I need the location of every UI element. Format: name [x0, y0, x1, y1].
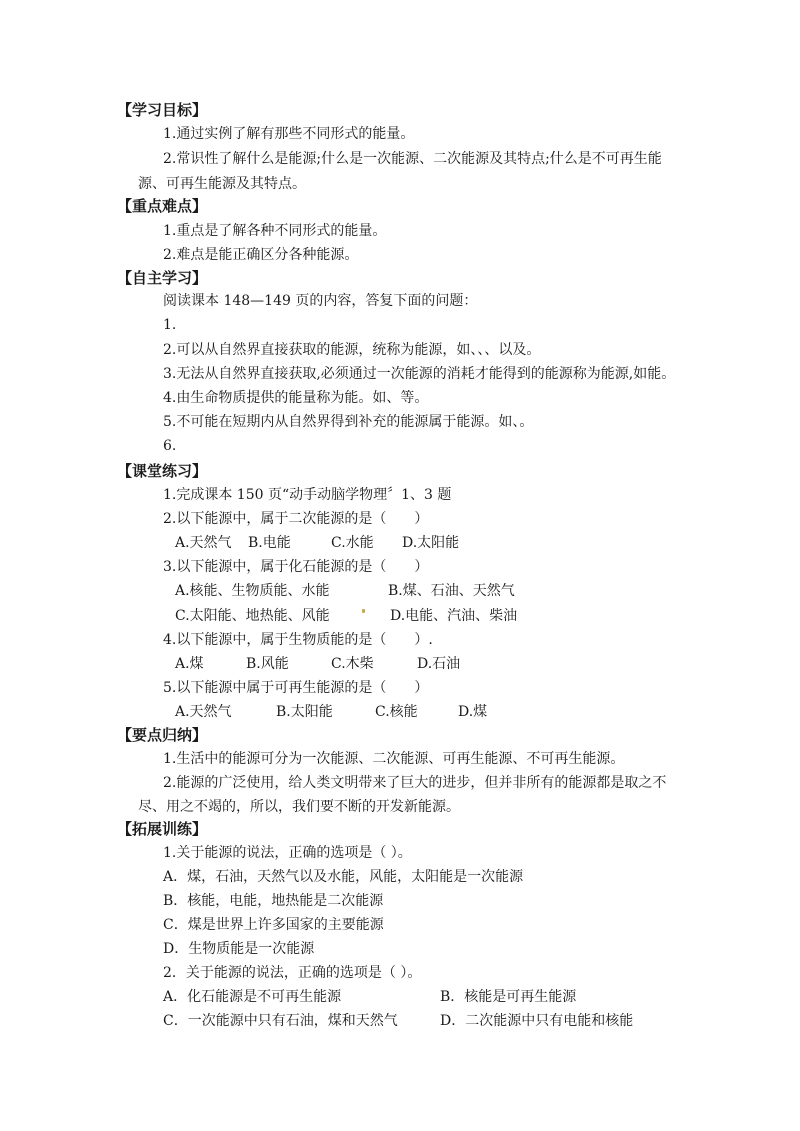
goal-line-2: 2.常识性了解什么是能源;什么是一次能源、二次能源及其特点;什么是不可再生能: [163, 151, 662, 167]
stray-mark: [362, 609, 365, 613]
extension-q2: 2．关于能源的说法，正确的选项是（ ）。: [163, 965, 422, 981]
extension-q1-option-d: D．生物质能是一次能源: [163, 941, 315, 957]
practice-q5-option-a: A.天然气: [175, 704, 232, 720]
self-study-item-4: 4.由生命物质提供的能量称为能。如、等。: [163, 390, 429, 406]
self-study-item-1: 1.: [163, 317, 177, 333]
practice-q3-option-d: D.电能、汽油、柴油: [390, 608, 518, 624]
extension-q1-option-a: A．煤，石油，天然气以及水能，风能，太阳能是一次能源: [163, 869, 524, 885]
extension-q1-option-c: C．煤是世界上许多国家的主要能源: [163, 917, 384, 933]
practice-q5-option-b: B.太阳能: [276, 704, 333, 720]
self-study-item-5: 5.不可能在短期内从自然界得到补充的能源属于能源。如、。: [163, 414, 534, 430]
practice-q3: 3.以下能源中，属于化石能源的是（ ）: [163, 559, 429, 575]
self-study-intro: 阅读课本 148—149 页的内容，答复下面的问题：: [163, 293, 478, 309]
goal-line-3: 源、可再生能源及其特点。: [138, 176, 306, 192]
practice-q3-option-a: A.核能、生物质能、水能: [175, 583, 330, 599]
practice-q5: 5.以下能源中属于可再生能源的是（ ）: [163, 680, 429, 696]
section-heading-class-practice: 【课堂练习】: [117, 462, 208, 480]
goal-line-1: 1.通过实例了解有那些不同形式的能量。: [163, 126, 415, 142]
practice-q5-option-d: D.煤: [458, 704, 488, 720]
key-point-line-2: 2.难点是能正确区分各种能源。: [163, 247, 359, 263]
section-heading-key-points: 【重点难点】: [117, 197, 208, 215]
practice-q4-option-d: D.石油: [417, 656, 461, 672]
practice-q2-option-b: B.电能: [248, 535, 291, 551]
summary-line-3: 尽、用之不竭的，所以，我们要不断的开发新能源。: [138, 799, 460, 815]
section-heading-self-study: 【自主学习】: [117, 269, 208, 287]
practice-q1: 1.完成课本 150 页“动手动脑学物理〞1、3 题: [163, 487, 452, 503]
practice-q3-option-c: C.太阳能、地热能、风能: [175, 608, 330, 624]
extension-q1: 1.关于能源的说法，正确的选项是（ ）。: [163, 845, 412, 861]
self-study-item-2: 2.可以从自然界直接获取的能源，统称为能源，如、、、以及。: [163, 342, 541, 358]
extension-q1-option-b: B．核能，电能，地热能是二次能源: [163, 893, 384, 909]
extension-q2-option-a: A．化石能源是不可再生能源: [163, 989, 342, 1005]
summary-line-1: 1.生活中的能源可分为一次能源、二次能源、可再生能源、不可再生能源。: [163, 751, 625, 767]
practice-q4-option-c: C.木柴: [331, 656, 374, 672]
practice-q2-option-a: A.天然气: [175, 535, 232, 551]
extension-q2-option-b: B．核能是可再生能源: [440, 989, 577, 1005]
practice-q4: 4.以下能源中，属于生物质能的是（ ）.: [163, 632, 433, 648]
summary-line-2: 2.能源的广泛使用，给人类文明带来了巨大的进步，但并非所有的能源都是取之不: [163, 775, 667, 791]
extension-q2-option-d: D．二次能源中只有电能和核能: [440, 1013, 634, 1029]
self-study-item-6: 6.: [163, 438, 177, 454]
key-point-line-1: 1.重点是了解各种不同形式的能量。: [163, 223, 387, 239]
practice-q4-option-b: B.风能: [246, 656, 289, 672]
section-heading-extension: 【拓展训练】: [117, 820, 208, 838]
practice-q2: 2.以下能源中，属于二次能源的是（ ）: [163, 511, 429, 527]
practice-q4-option-a: A.煤: [175, 656, 204, 672]
extension-q2-option-c: C．一次能源中只有石油，煤和天然气: [163, 1013, 398, 1029]
practice-q2-option-d: D.太阳能: [402, 535, 460, 551]
section-heading-summary: 【要点归纳】: [117, 726, 208, 744]
practice-q5-option-c: C.核能: [375, 704, 418, 720]
self-study-item-3: 3.无法从自然界直接获取,必须通过一次能源的消耗才能得到的能源称为能源,如能。: [163, 366, 676, 382]
practice-q3-option-b: B.煤、石油、天然气: [388, 583, 515, 599]
practice-q2-option-c: C.水能: [331, 535, 374, 551]
section-heading-learning-goals: 【学习目标】: [117, 101, 208, 119]
